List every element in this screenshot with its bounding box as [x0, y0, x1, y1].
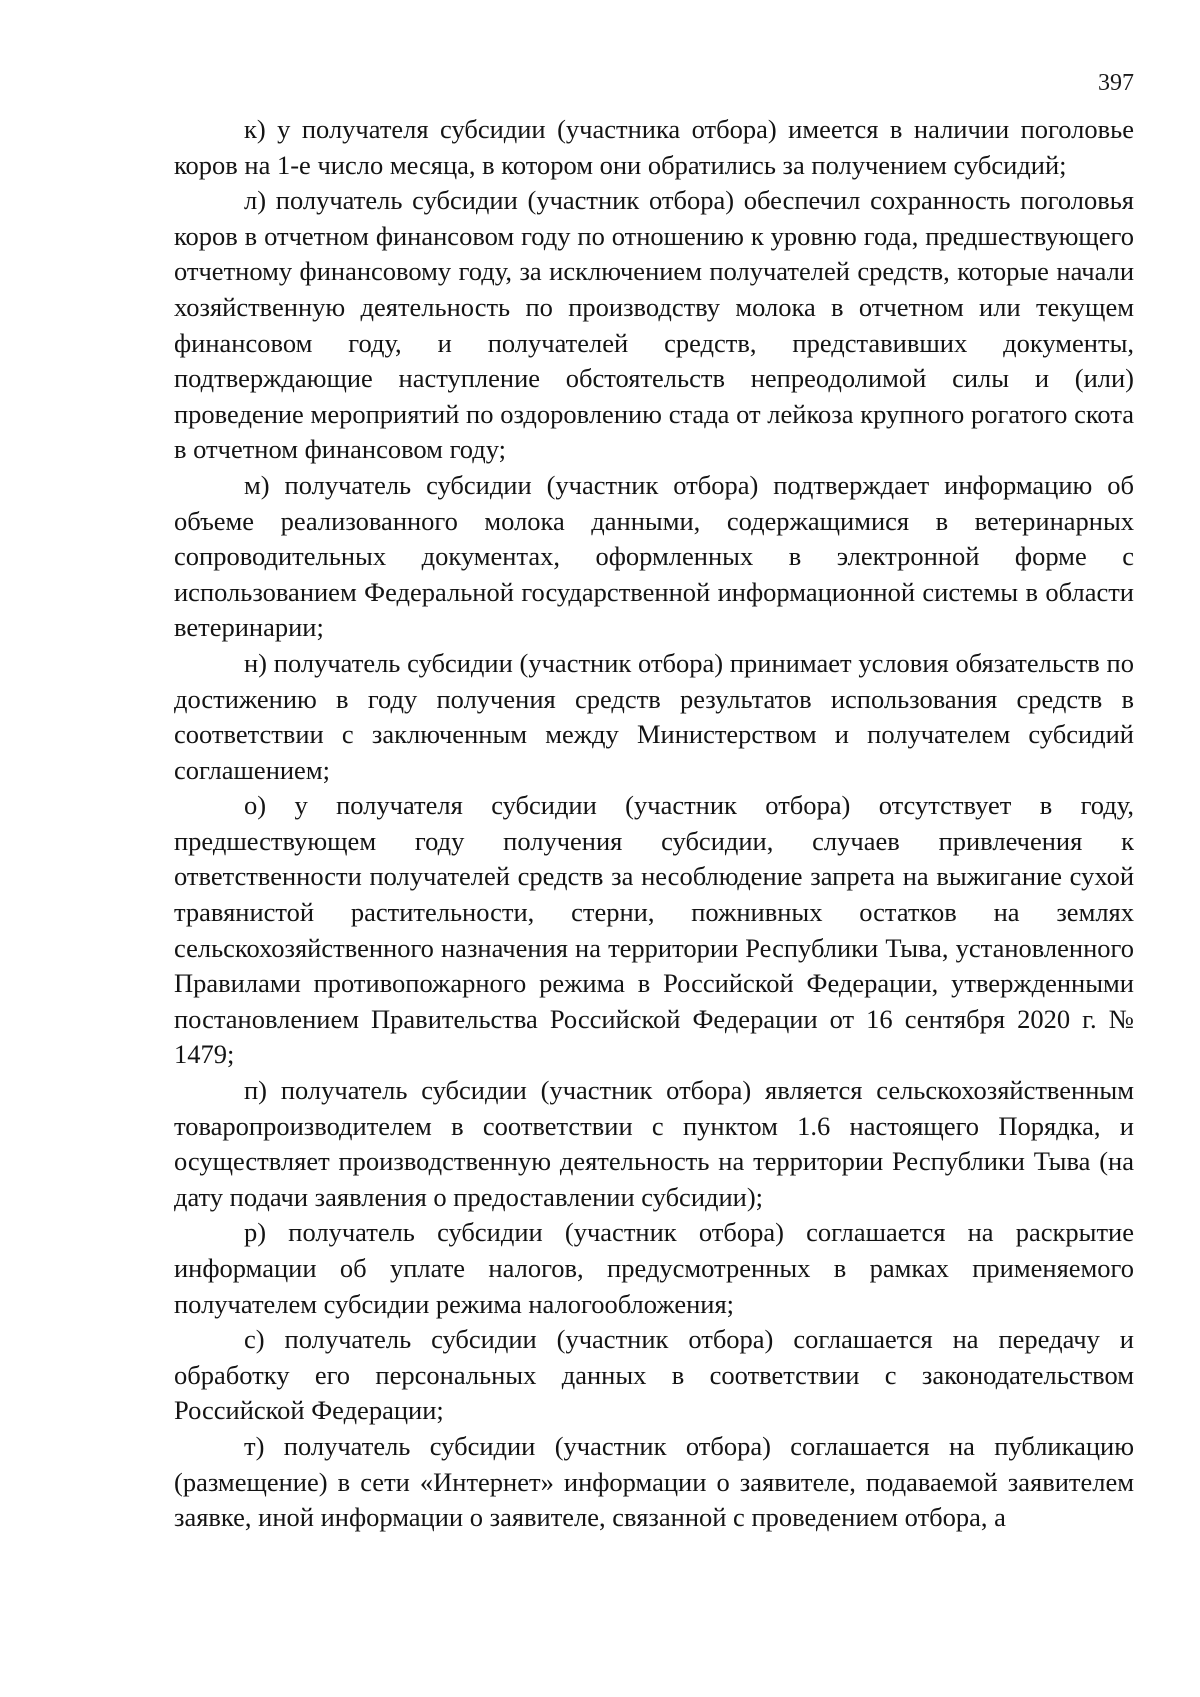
paragraph-m: м) получатель субсидии (участник отбора) подтверждает информацию об объеме реализованного молока данными, содержащимися в ветеринарных сопроводительных документах, оформленных в электронной форме с использованием Федеральной государственной информационной системы в области ветеринарии;: [174, 469, 1134, 643]
document-body: [174, 112, 1134, 1536]
paragraph-r: р) получатель субсидии (участник отбора) соглашается на раскрытие информации об уплате налогов, предусмотренных в рамках применяемого получателем субсидии режима налогообложения;: [174, 1217, 1134, 1319]
page-number: 397: [1098, 70, 1134, 96]
paragraph-o: о) у получателя субсидии (участник отбора) отсутствует в году, предшествующем году получения субсидии, случаев привлечения к ответственности получателей средств за несоблюдение запрета на выжигание сухой травянистой растительности, стерни, пожнивных остатков на землях сельскохозяйственного назначения на территории Республики Тыва, установленного Правилами противопожарного режима в Российской Федерации, утвержденными постановлением Правительства Российской Федерации от 16 сентября 2020 г. № 1479;: [174, 790, 1134, 1070]
paragraph-k: к) у получателя субсидии (участника отбора) имеется в наличии поголовье коров на 1-е число месяца, в котором они обратились за получением субсидий;: [174, 114, 1134, 180]
paragraph-l: л) получатель субсидии (участник отбора) обеспечил сохранность поголовья коров в отчетном финансовом году по отношению к уровню года, предшествующего отчетному финансовому году, за исключением получателей средств, которые начали хозяйственную деятельность по производству молока в отчетном или текущем финансовом году, и получателей средств, представивших документы, подтверждающие наступление обстоятельств непреодолимой силы и (или) проведение мероприятий по оздоровлению стада от лейкоза крупного рогатого скота в отчетном финансовом году;: [174, 185, 1134, 465]
paragraph-s: с) получатель субсидии (участник отбора) соглашается на передачу и обработку его персональных данных в соответствии с законодательством Российской Федерации;: [174, 1324, 1134, 1426]
paragraph-n: н) получатель субсидии (участник отбора) принимает условия обязательств по достижению в году получения средств результатов использования средств в соответствии с заключенным между Министерством и получателем субсидий соглашением;: [174, 647, 1134, 785]
paragraph-t: т) получатель субсидии (участник отбора) соглашается на публикацию (размещение) в сети «Интернет» информации о заявителе, подаваемой заявителем заявке, иной информации о заявителе, связанной с проведением отбора, а: [174, 1430, 1134, 1533]
paragraph-p: п) получатель субсидии (участник отбора) является сельскохозяйственным товаропроизводителем в соответствии с пунктом 1.6 настоящего Порядка, и осуществляет производственную деятельность на территории Республики Тыва (на дату подачи заявления о предоставлении субсидии);: [174, 1075, 1134, 1212]
